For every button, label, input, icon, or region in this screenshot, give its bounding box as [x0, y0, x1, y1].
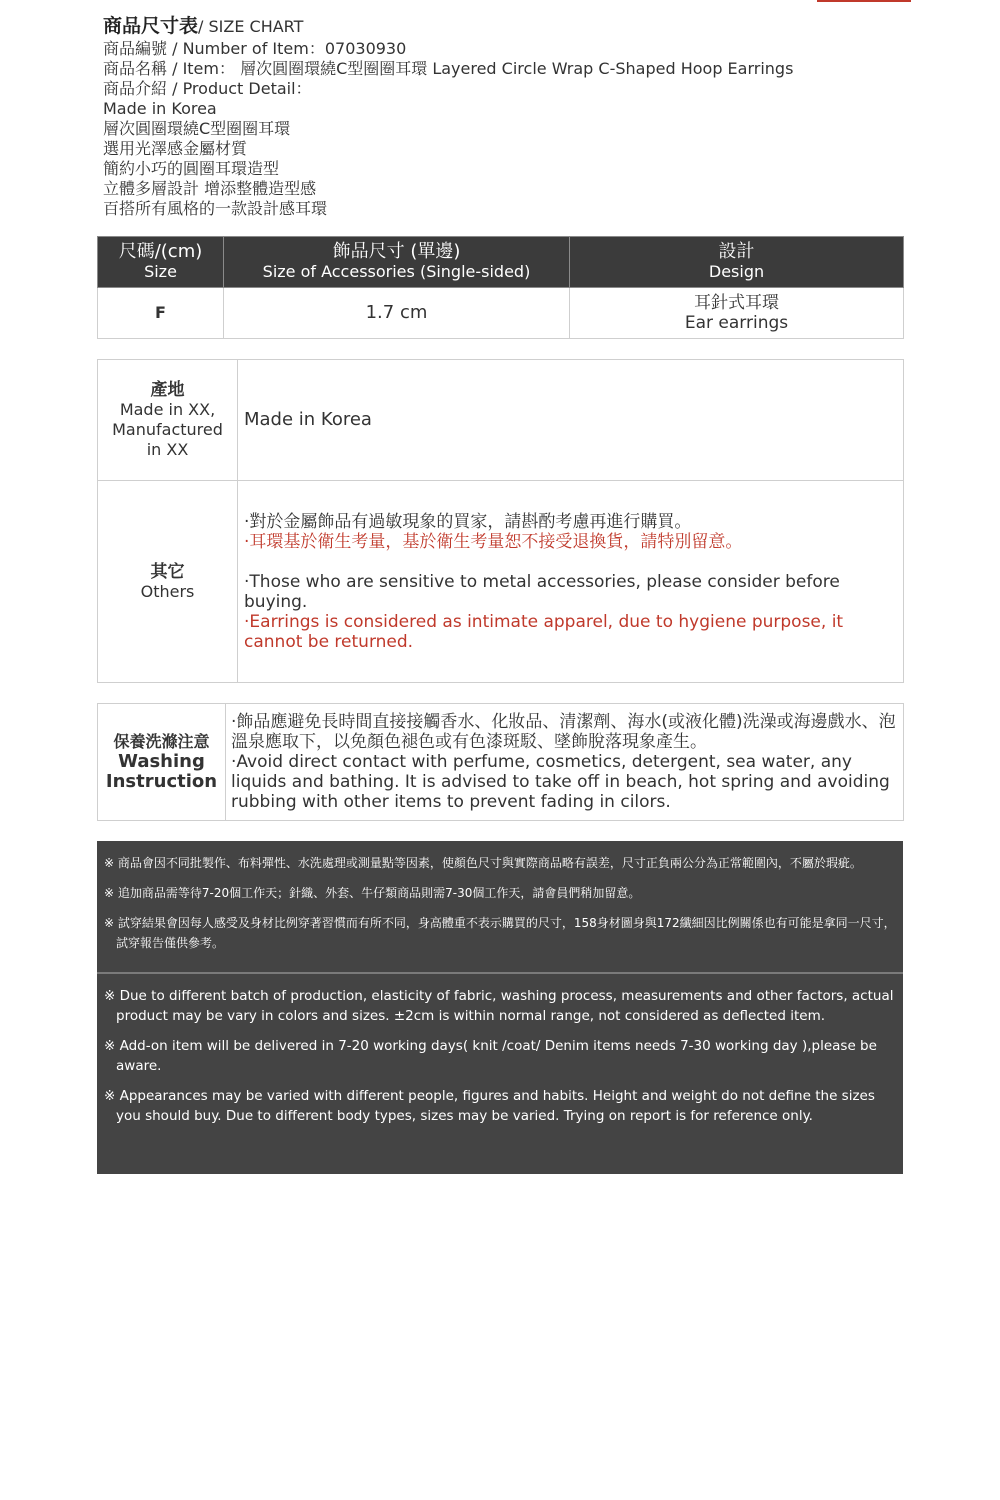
notice-item: ※ Add-on item will be delivered in 7-20 working days( knit /coat/ Denim items needs 7-30 working day ),please be aware.	[104, 1038, 877, 1074]
notice-item: ※ 試穿結果會因每人感受及身材比例穿著習慣而有所不同，身高體重不表示購買的尺寸，158身材圖身與172纖細因比例關係也有可能是拿同一尺寸，試穿報告僅供參考。	[104, 916, 896, 950]
info-table	[97, 359, 904, 683]
others-note-warning: ·耳環基於衛生考量，基於衛生考量恕不接受退換貨，請特別留意。	[244, 531, 743, 552]
detail-line: 選用光澤感金屬材質	[103, 139, 248, 158]
washing-label: 保養洗滌注意 Washing Instruction	[98, 704, 226, 821]
others-note: ·Those who are sensitive to metal accessories, please consider before buying.	[244, 571, 840, 612]
others-note: ·對於金屬飾品有過敏現象的買家，請斟酌考慮再進行購買。	[244, 511, 692, 532]
detail-line: 簡約小巧的圓圈耳環造型	[103, 159, 280, 178]
notice-item: ※ Appearances may be varied with different people, figures and habits. Height and weight do not define the sizes you should buy. Due to different body types, sizes may be varied. Trying on report is for reference only.	[104, 1088, 875, 1124]
others-note-warning: ·Earrings is considered as intimate apparel, due to hygiene purpose, it cannot be returned.	[244, 611, 844, 652]
origin-label: 產地 Made in XX, Manufactured in XX	[98, 360, 238, 481]
washing-text-zh: ·飾品應避免長時間直接接觸香水、化妝品、清潔劑、海水(或液化體)洗澡或海邊戲水、泡溫泉應取下，以免顏色褪色或有色漆斑駁、墜飾脫落現象產生。	[231, 712, 896, 752]
product-header	[103, 11, 903, 219]
detail-line: 立體多層設計 增添整體造型感	[103, 179, 317, 198]
top-accent-bar	[817, 0, 911, 2]
design-zh: 耳針式耳環	[694, 293, 779, 313]
notice-item: ※ Due to different batch of production, elasticity of fabric, washing process, measurements and other factors, actual product may be vary in colors and sizes. ±2cm is within normal range, not considered as deflected item.	[104, 988, 894, 1024]
others-label: 其它 Others	[98, 481, 238, 683]
others-content	[238, 481, 904, 683]
cell-accessory-size: 1.7 cm	[224, 288, 570, 339]
washing-text-en: ·Avoid direct contact with perfume, cosmetics, detergent, sea water, any liquids and bathing. It is advised to take off in beach, hot spring and avoiding rubbing with other items to prevent fading in cilors.	[231, 752, 890, 812]
page-title	[103, 11, 903, 39]
origin-row	[98, 360, 904, 481]
washing-table	[97, 703, 904, 821]
table-row	[98, 288, 904, 339]
col-size-header: 尺碼/(cm) Size	[98, 237, 224, 288]
others-row	[98, 481, 904, 683]
item-name: 商品名稱 / Item： 層次圓圈環繞C型圈圈耳環 Layered Circle Wrap C-Shaped Hoop Earrings	[103, 59, 794, 78]
col-design-header: 設計 Design	[570, 237, 904, 288]
washing-row	[98, 704, 904, 821]
notice-box	[97, 841, 903, 1174]
notice-en-section	[97, 974, 903, 1126]
detail-line: 百搭所有風格的一款設計感耳環	[103, 199, 328, 218]
cell-size: F	[98, 288, 224, 339]
item-number: 商品編號 / Number of Item：07030930	[103, 39, 407, 58]
title-en: / SIZE CHART	[198, 17, 304, 36]
detail-line: Made in Korea	[103, 99, 217, 118]
cell-design	[570, 288, 904, 339]
washing-content	[226, 704, 904, 821]
notice-item: ※ 追加商品需等待7-20個工作天；針織、外套、牛仔類商品則需7-30個工作天，請會員們稍加留意。	[104, 886, 641, 900]
size-table-header	[98, 237, 904, 288]
notice-zh-section	[97, 841, 903, 974]
design-en: Ear earrings	[684, 313, 789, 333]
title-zh: 商品尺寸表	[103, 15, 199, 37]
notice-item: ※ 商品會因不同批製作、布料彈性、水洗處理或測量點等因素，使顏色尺寸與實際商品略有誤差，尺寸正負兩公分為正常範圍內，不屬於瑕疵。	[104, 856, 862, 870]
detail-line: 層次圓圈環繞C型圈圈耳環	[103, 119, 291, 138]
size-table	[97, 236, 904, 339]
col-accessory-header: 飾品尺寸 (單邊) Size of Accessories (Single-sided)	[224, 237, 570, 288]
origin-value: Made in Korea	[238, 360, 904, 481]
detail-label: 商品介紹 / Product Detail：	[103, 79, 312, 98]
